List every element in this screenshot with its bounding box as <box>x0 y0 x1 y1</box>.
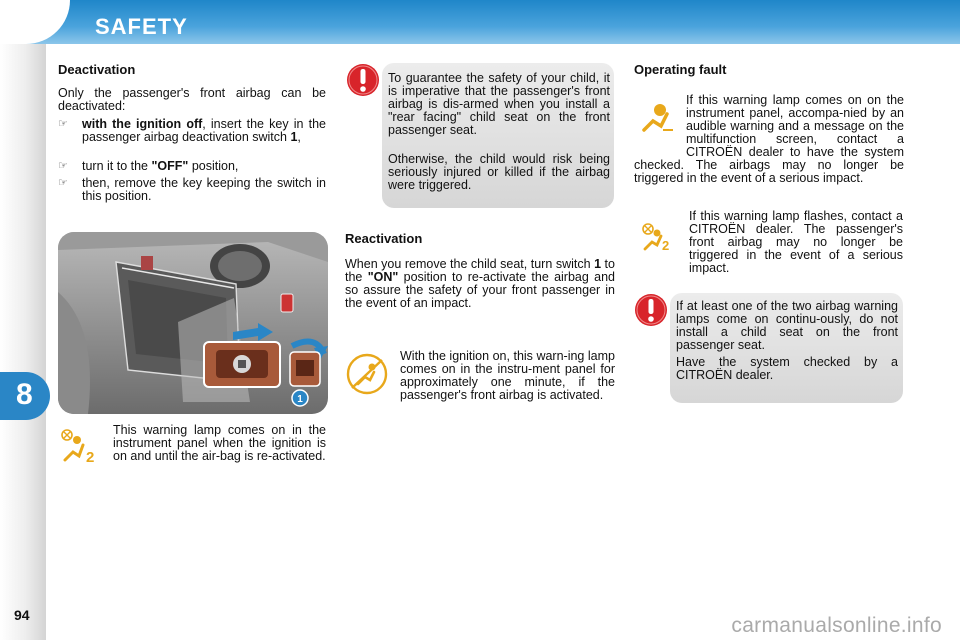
step-1-end: , <box>297 130 301 144</box>
reactivation-p1-a: When you remove the child seat, turn switch <box>345 257 591 271</box>
reactivation-p1-bold: "ON" <box>367 270 399 284</box>
warning-box-2-p2: Have the system checked by a CITROËN dealer. <box>676 355 898 382</box>
svg-text:2: 2 <box>662 238 670 252</box>
reactivation-p1 <box>345 258 615 310</box>
glovebox-illustration <box>58 232 328 414</box>
step-2-suffix: position, <box>191 159 239 173</box>
hand-pointer-icon: ☞ <box>58 118 68 130</box>
deactivation-intro: Only the passenger's front airbag can be deactivated: <box>58 86 326 113</box>
airbag-flash-lamp-icon <box>641 222 675 252</box>
operating-fault-p2: If this warning lamp flashes, contact a CITROËN dealer. The passenger's front airbag may no longer be triggered in the event of a serious impact. <box>689 209 903 275</box>
deactivation-step-2 <box>58 159 326 173</box>
step-1-ref: 1 <box>290 130 298 144</box>
svg-text:2: 2 <box>86 449 95 466</box>
chapter-number: 8 <box>16 378 33 411</box>
operating-fault-p1 <box>634 94 904 185</box>
page-title: SAFETY <box>95 14 188 39</box>
watermark: carmanualsonline.info <box>731 614 942 637</box>
warning-box-2-p1: If at least one of the two airbag warning lamps come on continu-ously, do not install a child seat on the front passenger seat. <box>676 299 898 352</box>
reactivation-p1-c: position to re-activate the airbag and so assure the safety of your front passenger in the event of an impact. <box>345 270 615 310</box>
reactivation-p1-ref: 1 <box>594 257 602 271</box>
sidebar <box>0 44 46 640</box>
warning-box-1-p2: Otherwise, the child would risk being seriously injured or killed if the airbag were triggered. <box>388 152 610 192</box>
lamp-off-note: This warning lamp comes on in the instrument panel when the ignition is on and until the air-bag is re-activated. <box>113 423 326 463</box>
airbag-off-lamp-icon <box>60 428 102 466</box>
exclamation-warning-icon <box>634 293 668 327</box>
deactivation-step-3 <box>58 176 326 203</box>
step-2-prefix: turn it to the <box>82 159 149 173</box>
figure-callout-1: 1 <box>297 394 303 405</box>
step-1-bold: with the ignition off <box>82 117 203 131</box>
operating-fault-p1-wrap <box>634 94 904 204</box>
reactivation-p2: With the ignition on, this warn-ing lamp comes on in the instru-ment panel for approximately one minute, if the passenger's front airbag is activated. <box>400 349 615 402</box>
deactivation-heading: Deactivation <box>58 62 136 77</box>
exclamation-warning-icon <box>346 63 380 97</box>
airbag-on-lamp-icon <box>345 352 389 396</box>
step-1-text: , insert the key in the passenger airbag deactivation switch <box>82 117 326 144</box>
glovebox-drawing <box>58 232 328 414</box>
operating-fault-p1-text: If this warning lamp comes on on the instrument panel, accompa-nied by an audible warning and a message on the multifunction screen, contact a CITROËN dealer to have the system checked. The airbags may no longer be triggered in the event of a serious impact. <box>634 93 904 185</box>
step-2-bold: "OFF" <box>151 159 189 173</box>
page-number: 94 <box>14 607 30 623</box>
hand-pointer-icon: ☞ <box>58 177 68 189</box>
hand-pointer-icon: ☞ <box>58 160 68 172</box>
warning-box-1-p1: To guarantee the safety of your child, it is imperative that the passenger's front airbag is dis-armed when you install a "rear facing" child seat on the front passenger seat. <box>388 71 610 137</box>
reactivation-heading: Reactivation <box>345 231 423 246</box>
deactivation-step-1 <box>58 117 326 144</box>
operating-fault-heading: Operating fault <box>634 62 727 77</box>
reactivation-p1-b: to the <box>345 257 615 284</box>
step-3-text: then, remove the key keeping the switch in this position. <box>82 176 326 203</box>
